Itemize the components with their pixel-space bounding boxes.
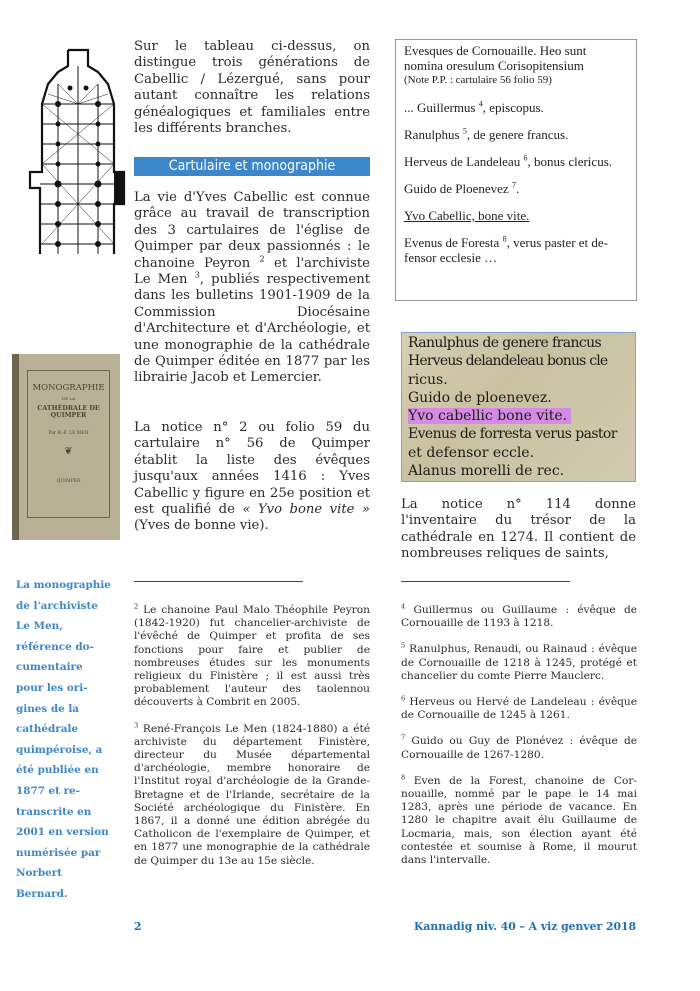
quote-entry-text: . bbox=[515, 181, 520, 196]
paragraph-1-text-c: , publiés respectivement dans les bulletins 1901-1909 de la Commission Diocésaine d'Architecture et d'Archéologie, et une monographie de la cathédrale de Quimper éditée en 1877 par les librairie Jacob et Lemercier. bbox=[134, 272, 371, 386]
quote-box bbox=[395, 39, 637, 301]
manuscript-line: Alanus morelli de rec. bbox=[408, 463, 565, 480]
footnotes-left bbox=[134, 604, 370, 868]
quote-note: (Note P.P. : cartulaire 56 folio 59) bbox=[404, 74, 552, 86]
floor-plan-drawing bbox=[28, 44, 128, 254]
book-city: QUIMPER bbox=[56, 479, 81, 484]
footnote-text: René-François Le Men (1824-1880) a été archiviste du département Finistère, directeur du Musée départemental d'archéologie, membre honoraire de l'Institut royal d'archéologie de la Grande-Bretagne et de l'Irlande, secrétaire de la Société archéologique du Finistère. En 1867, il a donné une édition abrégée du Catholicon de l'exemplaire de Quimper, et en 1877 une monographie de la cathédrale de Quimper du 13e au 15e siècle. bbox=[134, 722, 370, 867]
footnote-ref-8[interactable]: 8 bbox=[502, 234, 507, 244]
manuscript-line: Herveus delandeleau bonus cle bbox=[408, 353, 608, 370]
publication-footer: Kannadig niv. 40 – A viz genver 2018 bbox=[414, 920, 636, 933]
quote-highlight-entry: Yvo Cabellic, bone vite. bbox=[404, 208, 530, 223]
footnote-text: Guillermus ou Guillaume : évêque de Cornouaille de 1193 à 1218. bbox=[401, 604, 637, 630]
footnote-number: 3 bbox=[134, 721, 139, 730]
manuscript-highlighted-line bbox=[408, 407, 629, 425]
footnote-6 bbox=[401, 696, 637, 722]
footnote-4 bbox=[401, 604, 637, 630]
quote-entry-text: , bonus clericus. bbox=[527, 154, 612, 169]
paragraph-2 bbox=[134, 420, 370, 535]
paragraph-1 bbox=[134, 190, 370, 387]
footnote-text: Even de la Forest, chanoine de Cornouaille, nommé par le pape le 14 mai 1283, après une période de vacance. En 1280 le chapitre avait élu Guillaume de Locmaria, mais, son élection ayant été contestée et soumise à Rome, il mourut dans l'intervalle. bbox=[401, 774, 637, 867]
cathedral-floor-plan bbox=[28, 44, 128, 254]
manuscript-line: et defensor eccle. bbox=[408, 444, 535, 461]
page-number: 2 bbox=[134, 920, 142, 933]
footnote-text: Ranulphus, Renaudi, ou Rainaud : évêque de Cornouaille de 1218 à 1245, protégé et chancelier du comte Pierre Mauclerc. bbox=[401, 643, 637, 682]
book-cover-photo bbox=[8, 354, 120, 549]
footnote-2 bbox=[134, 604, 370, 710]
book-title-1: MONOGRAPHIE bbox=[32, 383, 105, 393]
quote-entry-2 bbox=[404, 127, 628, 142]
footnotes-right bbox=[401, 604, 637, 867]
footnote-text: Guido ou Guy de Plonévez : évêque de Cornouaille de 1267-1280. bbox=[401, 735, 637, 761]
footnote-7 bbox=[401, 735, 637, 761]
manuscript-highlight: Yvo cabellic bone vite. bbox=[408, 408, 571, 424]
footnote-5 bbox=[401, 643, 637, 683]
footnote-ref-6[interactable]: 6 bbox=[523, 153, 528, 163]
book-cover-frame bbox=[27, 370, 110, 518]
intro-paragraph: Sur le tableau ci-dessus, on distingue trois générations de Cabellic / Lézergué, sans pour autant connaître les relations généalogiques et familiales entre les différents branches. bbox=[134, 39, 370, 137]
quote-entry-text: ... Guillermus bbox=[404, 100, 479, 115]
quote-entry-text: Ranulphus bbox=[404, 127, 463, 142]
quote-entry-1 bbox=[404, 100, 628, 115]
quote-entry-4 bbox=[404, 181, 628, 196]
paragraph-1-text-b: et l'archiviste Le Men bbox=[134, 255, 370, 288]
paragraph-2-quote: « Yvo bone vite » bbox=[242, 502, 370, 518]
manuscript-line: Evenus de forresta verus pastor bbox=[408, 426, 617, 443]
footnote-3 bbox=[134, 723, 370, 868]
footnote-8 bbox=[401, 775, 637, 867]
footnote-separator-right bbox=[401, 581, 570, 582]
quote-heading: Evesques de Cornouaille. Heo sunt nomina oresulum Corisopitensium bbox=[404, 43, 587, 73]
footnote-number: 7 bbox=[401, 733, 406, 742]
book-title-2: DE LA bbox=[62, 396, 75, 401]
footnote-ref-2[interactable]: 2 bbox=[259, 253, 265, 264]
book-ornament: ❦ bbox=[64, 446, 73, 457]
footnote-ref-7[interactable]: 7 bbox=[511, 180, 516, 190]
quote-entry-text: Herveus de Landeleau bbox=[404, 154, 524, 169]
sidebar-caption: La monographie de l'archiviste Le Men, référence documentaire pour les origines de la cathédrale quimpéroise, a été publiée en 1877 et retranscrite en 2001 en version numérisée par Norbert Bernard. bbox=[16, 579, 111, 900]
paragraph-3: La notice n° 114 donne l'inventaire du trésor de la cathédrale en 1274. Il contient de nombreuses reliques de saints, bbox=[401, 497, 636, 562]
quote-entry-text: , verus paster et defensor ecclesie … bbox=[404, 235, 609, 265]
footnote-number: 2 bbox=[134, 602, 139, 611]
book-cover bbox=[12, 354, 120, 540]
quote-entry-text: , episcopus. bbox=[482, 100, 544, 115]
footnote-number: 8 bbox=[401, 773, 406, 782]
footnote-text: Le chanoine Paul Malo Théophile Peyron (1842-1920) fut chancelier-archiviste de l'évêché de Quimper et profita de ses fonctions pour faire et publier de nombreuses études sur les monuments religieux du Finistère ; il est aussi très probablement l'auteur des taolennou découverts à Combrit en 2005. bbox=[134, 604, 370, 709]
section-title: Cartulaire et monographie bbox=[134, 157, 370, 176]
quote-entry-text: Guido de Ploenevez bbox=[404, 181, 512, 196]
footnote-separator-left bbox=[134, 581, 303, 582]
paragraph-2-text-a: La notice n° 2 ou folio 59 du cartulaire n° 56 de Quimper établit la liste des évêques jusqu'aux années 1416 : Yves Cabellic y figure en 25e position et est qualifié de bbox=[134, 420, 370, 518]
book-author: Par R.-F. LE MEN bbox=[48, 431, 89, 436]
paragraph-1-text-a: La vie d'Yves Cabellic est connue grâce au travail de transcription des 3 cartulaires de l'église de Quimper par deux passionnés : le chanoine Peyron bbox=[134, 190, 370, 271]
footnote-ref-4[interactable]: 4 bbox=[478, 99, 483, 109]
quote-entry-text: Evenus de Foresta bbox=[404, 235, 503, 250]
footnote-text: Herveus ou Hervé de Landeleau : évêque de Cornouaille de 1245 à 1261. bbox=[401, 696, 637, 722]
footnote-number: 4 bbox=[401, 602, 406, 611]
footnote-number: 6 bbox=[401, 694, 406, 703]
footnote-ref-5[interactable]: 5 bbox=[462, 126, 467, 136]
book-title-3: CATHÉDRALE DE QUIMPER bbox=[37, 405, 100, 419]
paragraph-2-text-b: (Yves de bonne vie). bbox=[134, 518, 269, 534]
manuscript-line: Guido de ploenevez. bbox=[408, 389, 552, 406]
quote-entry-5 bbox=[404, 235, 628, 265]
manuscript-photo bbox=[401, 332, 636, 482]
footnote-ref-3[interactable]: 3 bbox=[194, 269, 200, 280]
manuscript-line: ricus. bbox=[408, 371, 448, 388]
manuscript-line: Ranulphus de genere francus bbox=[408, 335, 602, 351]
quote-entry-text: , de genere francus. bbox=[466, 127, 569, 142]
quote-entry-3 bbox=[404, 154, 628, 169]
footnote-number: 5 bbox=[401, 641, 406, 650]
